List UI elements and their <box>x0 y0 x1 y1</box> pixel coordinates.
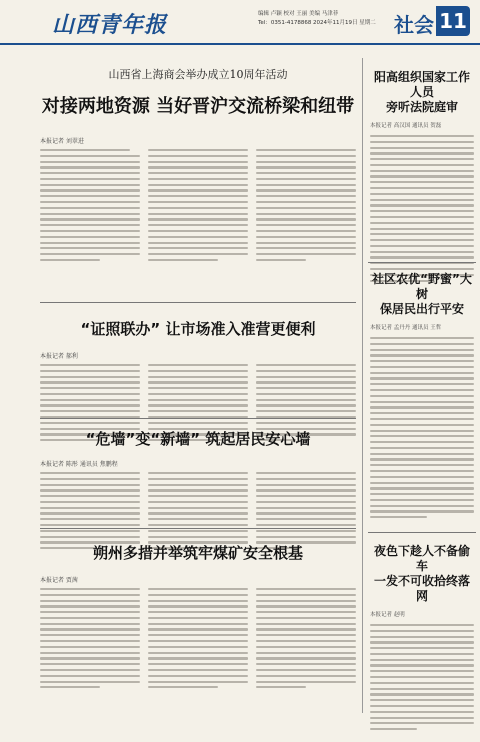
article-4 <box>40 542 356 692</box>
article4-body <box>40 588 356 692</box>
lead-body <box>40 149 356 265</box>
article-2 <box>40 318 356 445</box>
side1-title-line1: 阳高组织国家工作人员 <box>373 70 470 99</box>
side2-body <box>370 337 474 518</box>
lead-col-1 <box>40 149 140 265</box>
side3-byline: 本报记者 赵明 <box>370 612 405 618</box>
article3-byline: 本报记者 陈彤 通讯员 焦鹏程 <box>40 461 118 468</box>
article2-headline: “证照联办” 让市场准入准营更便利 <box>80 320 316 338</box>
side-article-1 <box>370 70 474 285</box>
divider-lead <box>40 302 356 303</box>
side-article-2 <box>370 272 474 522</box>
lead-col-2 <box>148 149 248 265</box>
side2-byline: 本报记者 孟丹丹 通讯员 王哲 <box>370 325 442 331</box>
masthead-rule <box>0 43 480 45</box>
side1-byline: 本报记者 高汉国 通讯员 贺磊 <box>370 123 442 129</box>
newspaper-logo: 山西青年报 <box>52 12 168 38</box>
side2-title-line2: 保居民出行平安 <box>379 302 464 316</box>
column-divider <box>362 58 363 713</box>
article2-byline: 本报记者 郝利 <box>40 353 78 360</box>
section-title: 社会 <box>394 13 434 37</box>
side-divider-2 <box>368 532 476 533</box>
lead-byline: 本报记者 刘翠进 <box>40 138 84 145</box>
side-article-3 <box>370 544 474 734</box>
lead-article <box>40 66 356 265</box>
side3-title-line1: 夜色下趁人不备偷车 <box>373 544 470 573</box>
article4-col-1 <box>40 588 140 692</box>
lead-col-3 <box>256 149 356 265</box>
masthead-info <box>258 10 388 28</box>
side-divider-1 <box>368 262 476 263</box>
divider-article3 <box>40 528 356 529</box>
article3-body <box>40 472 356 553</box>
article3-col-1 <box>40 472 140 553</box>
article4-col-2 <box>148 588 248 692</box>
page-number: 11 <box>436 6 470 36</box>
side3-body <box>370 624 474 730</box>
side1-body <box>370 135 474 282</box>
lead-headline: 对接两地资源 当好晋沪交流桥梁和纽带 <box>41 96 355 117</box>
divider-article2 <box>40 418 356 419</box>
article4-byline: 本报记者 贾茜 <box>40 577 78 584</box>
lead-kicker: 山西省上海商会举办成立10周年活动 <box>108 68 288 81</box>
article3-col-3 <box>256 472 356 553</box>
article3-col-2 <box>148 472 248 553</box>
side2-title-line1: 社区农优“野蜜”大树 <box>372 272 472 301</box>
article4-headline: 朔州多措并举筑牢煤矿安全根基 <box>92 544 303 562</box>
article4-col-3 <box>256 588 356 692</box>
masthead <box>0 0 480 46</box>
side1-title-line2: 旁听法院庭审 <box>385 100 458 114</box>
article3-headline: “危墙”变“新墙” 筑起居民安心墙 <box>85 430 311 448</box>
info-date: Tel：0351-4178868 2024年11月19日 星期二 <box>258 20 376 26</box>
side3-title-line2: 一发不可收拾终落网 <box>373 574 470 603</box>
info-editors: 编辑 卢颖 校对 王丽 美编 马津菲 <box>258 11 339 17</box>
article-3 <box>40 428 356 553</box>
